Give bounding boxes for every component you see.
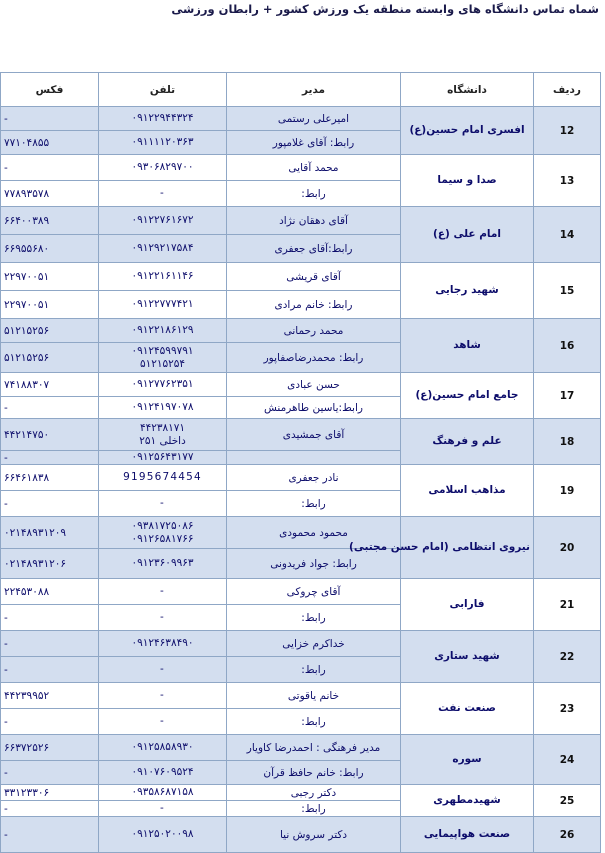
phone-cell	[99, 181, 227, 207]
university-cell: افسری امام حسین(ع)	[401, 107, 534, 155]
phone-cell	[99, 491, 227, 517]
fax-cell: ۴۴۲۱۴۷۵۰	[1, 419, 99, 451]
university-cell: فارابی	[401, 579, 534, 631]
phone-number-secondary: داخلی ۲۵۱	[139, 434, 186, 447]
phone-cell	[99, 291, 227, 319]
row-number-cell: 14	[534, 207, 601, 263]
fax-cell: ۶۶۹۵۵۶۸۰	[1, 235, 99, 263]
phone-number: ۰۹۱۲۲۷۷۷۴۲۱	[131, 298, 194, 310]
manager-cell: خانم یاقوتی	[227, 683, 401, 709]
row-number-cell: 16	[534, 319, 601, 373]
manager-cell: رابط:	[227, 709, 401, 735]
phone-number: ۰۹۳۰۶۸۲۹۷۰۰	[131, 161, 194, 173]
manager-cell: خداکرم خزایی	[227, 631, 401, 657]
phone-number: -	[160, 611, 165, 623]
manager-cell: محمود محمودی	[227, 517, 401, 549]
phone-cell	[99, 131, 227, 155]
table-row	[1, 419, 601, 451]
phone-cell	[99, 709, 227, 735]
manager-cell: رابط: آقای غلامپور	[227, 131, 401, 155]
fax-cell: ۷۷۸۹۳۵۷۸	[1, 181, 99, 207]
phone-cell	[99, 343, 227, 373]
fax-cell: -	[1, 801, 99, 817]
manager-cell: نادر جعفری	[227, 465, 401, 491]
phone-cell	[99, 397, 227, 419]
table-row	[1, 785, 601, 801]
university-cell: نیروی انتظامی (امام حسن مجتبی)	[401, 517, 534, 579]
phone-number: ۰۹۱۲۲۹۴۴۳۲۴	[131, 112, 194, 124]
fax-cell: -	[1, 397, 99, 419]
row-number-cell: 18	[534, 419, 601, 465]
university-cell: شهید رجایی	[401, 263, 534, 319]
manager-cell: رابط:	[227, 181, 401, 207]
manager-cell: رابط:	[227, 657, 401, 683]
row-number-cell: 17	[534, 373, 601, 419]
header-university: دانشگاه	[401, 73, 534, 107]
university-cell: شاهد	[401, 319, 534, 373]
header-row	[1, 73, 601, 107]
table-row	[1, 107, 601, 131]
phone-cell	[99, 465, 227, 491]
fax-cell: ۲۲۴۵۳۰۸۸	[1, 579, 99, 605]
fax-cell: ۰۲۱۴۸۹۳۱۲۰۶	[1, 549, 99, 579]
manager-cell: محمد رحمانی	[227, 319, 401, 343]
header-phone: تلفن	[99, 73, 227, 107]
row-number-cell: 12	[534, 107, 601, 155]
phone-number: ۰۹۱۲۴۶۳۸۴۹۰	[131, 637, 194, 649]
manager-cell: مدیر فرهنگی : احمدرضا کاویار	[227, 735, 401, 761]
phone-number: -	[160, 497, 165, 509]
phone-number: ۰۹۱۲۵۸۵۸۹۳۰	[131, 741, 194, 753]
manager-cell: آقای قریشی	[227, 263, 401, 291]
phone-cell	[99, 419, 227, 451]
table-row	[1, 263, 601, 291]
manager-cell: آقای چروکی	[227, 579, 401, 605]
fax-cell: -	[1, 631, 99, 657]
row-number-cell: 22	[534, 631, 601, 683]
university-cell: صنعت نفت	[401, 683, 534, 735]
phone-number: ۰۹۱۲۴۵۹۹۷۹۱	[131, 344, 194, 357]
manager-cell: رابط: خانم مرادی	[227, 291, 401, 319]
page-title: شماه تماس دانشگاه های وابسته منطقه یک ورزش کشور + رابطان ورزشی	[171, 2, 599, 16]
row-number-cell: 26	[534, 817, 601, 853]
fax-cell: -	[1, 451, 99, 465]
phone-cell	[99, 579, 227, 605]
university-cell: امام علی (ع)	[401, 207, 534, 263]
phone-number: -	[160, 187, 165, 199]
row-number-cell: 25	[534, 785, 601, 817]
fax-cell: ۲۲۹۷۰۰۵۱	[1, 263, 99, 291]
phone-cell	[99, 319, 227, 343]
phone-cell	[99, 263, 227, 291]
phone-cell	[99, 605, 227, 631]
manager-cell: رابط:آقای جعفری	[227, 235, 401, 263]
phone-number: ۰۹۱۲۹۲۱۷۵۸۴	[131, 242, 194, 254]
manager-cell: رابط: محمدرضاصفاپور	[227, 343, 401, 373]
table-body	[1, 107, 601, 853]
row-number-cell: 19	[534, 465, 601, 517]
table-row	[1, 155, 601, 181]
phone-number: ۰۹۱۲۲۷۶۱۶۷۲	[131, 214, 194, 226]
university-cell: صدا و سیما	[401, 155, 534, 207]
manager-cell: امیرعلی رستمی	[227, 107, 401, 131]
phone-number: ۰۹۳۵۸۶۸۷۱۵۸	[131, 786, 194, 798]
manager-cell	[227, 451, 401, 465]
phone-cell	[99, 207, 227, 235]
table-row	[1, 465, 601, 491]
manager-cell: محمد آقایی	[227, 155, 401, 181]
phone-number: -	[160, 689, 165, 701]
fax-cell: ۴۴۲۳۹۹۵۲	[1, 683, 99, 709]
phone-cell	[99, 817, 227, 853]
manager-cell: دکتر سروش نیا	[227, 817, 401, 853]
manager-cell: حسن عبادی	[227, 373, 401, 397]
fax-cell: ۳۳۱۲۳۳۰۶	[1, 785, 99, 801]
manager-cell: رابط: خانم حافظ قرآن	[227, 761, 401, 785]
phone-cell	[99, 155, 227, 181]
header-fax: فکس	[1, 73, 99, 107]
university-cell: شهید ستاری	[401, 631, 534, 683]
fax-cell: -	[1, 817, 99, 853]
fax-cell: ۲۲۹۷۰۰۵۱	[1, 291, 99, 319]
row-number-cell: 24	[534, 735, 601, 785]
table-row	[1, 319, 601, 343]
phone-number: ۰۹۱۲۳۶۰۹۹۶۳	[131, 557, 194, 569]
phone-cell	[99, 631, 227, 657]
manager-cell: دکتر رجبی	[227, 785, 401, 801]
phone-cell	[99, 549, 227, 579]
phone-number: ۰۹۱۱۱۱۲۰۳۶۳	[131, 136, 194, 148]
table-row	[1, 817, 601, 853]
phone-cell	[99, 657, 227, 683]
table-row	[1, 373, 601, 397]
phone-number: -	[160, 715, 165, 727]
phone-cell	[99, 683, 227, 709]
phone-number: ۰۹۱۲۵۰۲۰۰۹۸	[131, 828, 194, 840]
phone-number: -	[160, 585, 165, 597]
university-cell: شهیدمطهری	[401, 785, 534, 817]
row-number-cell: 23	[534, 683, 601, 735]
fax-cell: ۵۱۲۱۵۲۵۶	[1, 343, 99, 373]
phone-number-secondary: ۵۱۲۱۵۲۵۴	[139, 357, 186, 370]
phone-number: ۴۴۲۳۸۱۷۱	[139, 421, 186, 434]
phone-number: ۰۹۱۲۲۱۶۱۱۴۶	[131, 270, 194, 282]
fax-cell: ۵۱۲۱۵۲۵۶	[1, 319, 99, 343]
phone-cell	[99, 451, 227, 465]
table-row	[1, 517, 601, 549]
fax-cell: -	[1, 761, 99, 785]
manager-cell: رابط: جواد فریدونی	[227, 549, 401, 579]
fax-cell: -	[1, 107, 99, 131]
phone-number: ۰۹۳۸۱۷۲۵۰۸۶	[131, 519, 194, 532]
university-cell: جامع امام حسین(ع)	[401, 373, 534, 419]
manager-cell: آقای دهقان نژاد	[227, 207, 401, 235]
phone-number: -	[160, 663, 165, 675]
fax-cell: -	[1, 657, 99, 683]
university-cell: سوره	[401, 735, 534, 785]
fax-cell: -	[1, 491, 99, 517]
fax-cell: ۶۶۴۰۰۳۸۹	[1, 207, 99, 235]
phone-number: ۰۹۱۲۵۶۴۳۱۷۷	[131, 451, 194, 463]
fax-cell: -	[1, 605, 99, 631]
phone-cell	[99, 373, 227, 397]
university-cell: صنعت هواپیمایی	[401, 817, 534, 853]
phone-number-secondary: ۰۹۱۲۶۵۸۱۷۶۶	[131, 532, 194, 545]
phone-cell	[99, 235, 227, 263]
fax-cell: -	[1, 709, 99, 735]
phone-cell	[99, 107, 227, 131]
manager-cell: آقای جمشیدی	[227, 419, 401, 451]
fax-cell: ۷۴۱۸۸۳۰۷	[1, 373, 99, 397]
phone-cell	[99, 761, 227, 785]
fax-cell: ۶۶۴۶۱۸۳۸	[1, 465, 99, 491]
university-cell: مذاهب اسلامی	[401, 465, 534, 517]
manager-cell: رابط:	[227, 491, 401, 517]
table-row	[1, 683, 601, 709]
fax-cell: ۰۲۱۴۸۹۳۱۲۰۹	[1, 517, 99, 549]
table-row	[1, 735, 601, 761]
phone-number: ۰۹۱۲۲۱۸۶۱۲۹	[131, 324, 194, 336]
university-cell: علم و فرهنگ	[401, 419, 534, 465]
manager-cell: رابط:	[227, 605, 401, 631]
phone-cell	[99, 735, 227, 761]
fax-cell: ۶۶۳۷۲۵۲۶	[1, 735, 99, 761]
phone-cell	[99, 785, 227, 801]
manager-cell: رابط:	[227, 801, 401, 817]
header-row-number: ردیف	[534, 73, 601, 107]
row-number-cell: 15	[534, 263, 601, 319]
phone-number: ۰۹۱۲۴۱۹۷۰۷۸	[131, 401, 194, 413]
phone-number: ۰۹۱۰۷۶۰۹۵۲۴	[131, 766, 194, 778]
phone-cell	[99, 801, 227, 817]
row-number-cell: 13	[534, 155, 601, 207]
contacts-table	[0, 72, 601, 853]
phone-number: 9195674454	[123, 471, 202, 483]
table-row	[1, 631, 601, 657]
phone-number: -	[160, 802, 165, 814]
fax-cell: ۷۷۱۰۴۸۵۵	[1, 131, 99, 155]
phone-number: ۰۹۱۲۷۷۶۲۳۵۱	[131, 378, 194, 390]
phone-cell	[99, 517, 227, 549]
manager-cell: رابط:یاسین طاهرمنش	[227, 397, 401, 419]
row-number-cell: 21	[534, 579, 601, 631]
table-row	[1, 579, 601, 605]
header-manager: مدیر	[227, 73, 401, 107]
table-row	[1, 207, 601, 235]
fax-cell: -	[1, 155, 99, 181]
row-number-cell: 20	[534, 517, 601, 579]
